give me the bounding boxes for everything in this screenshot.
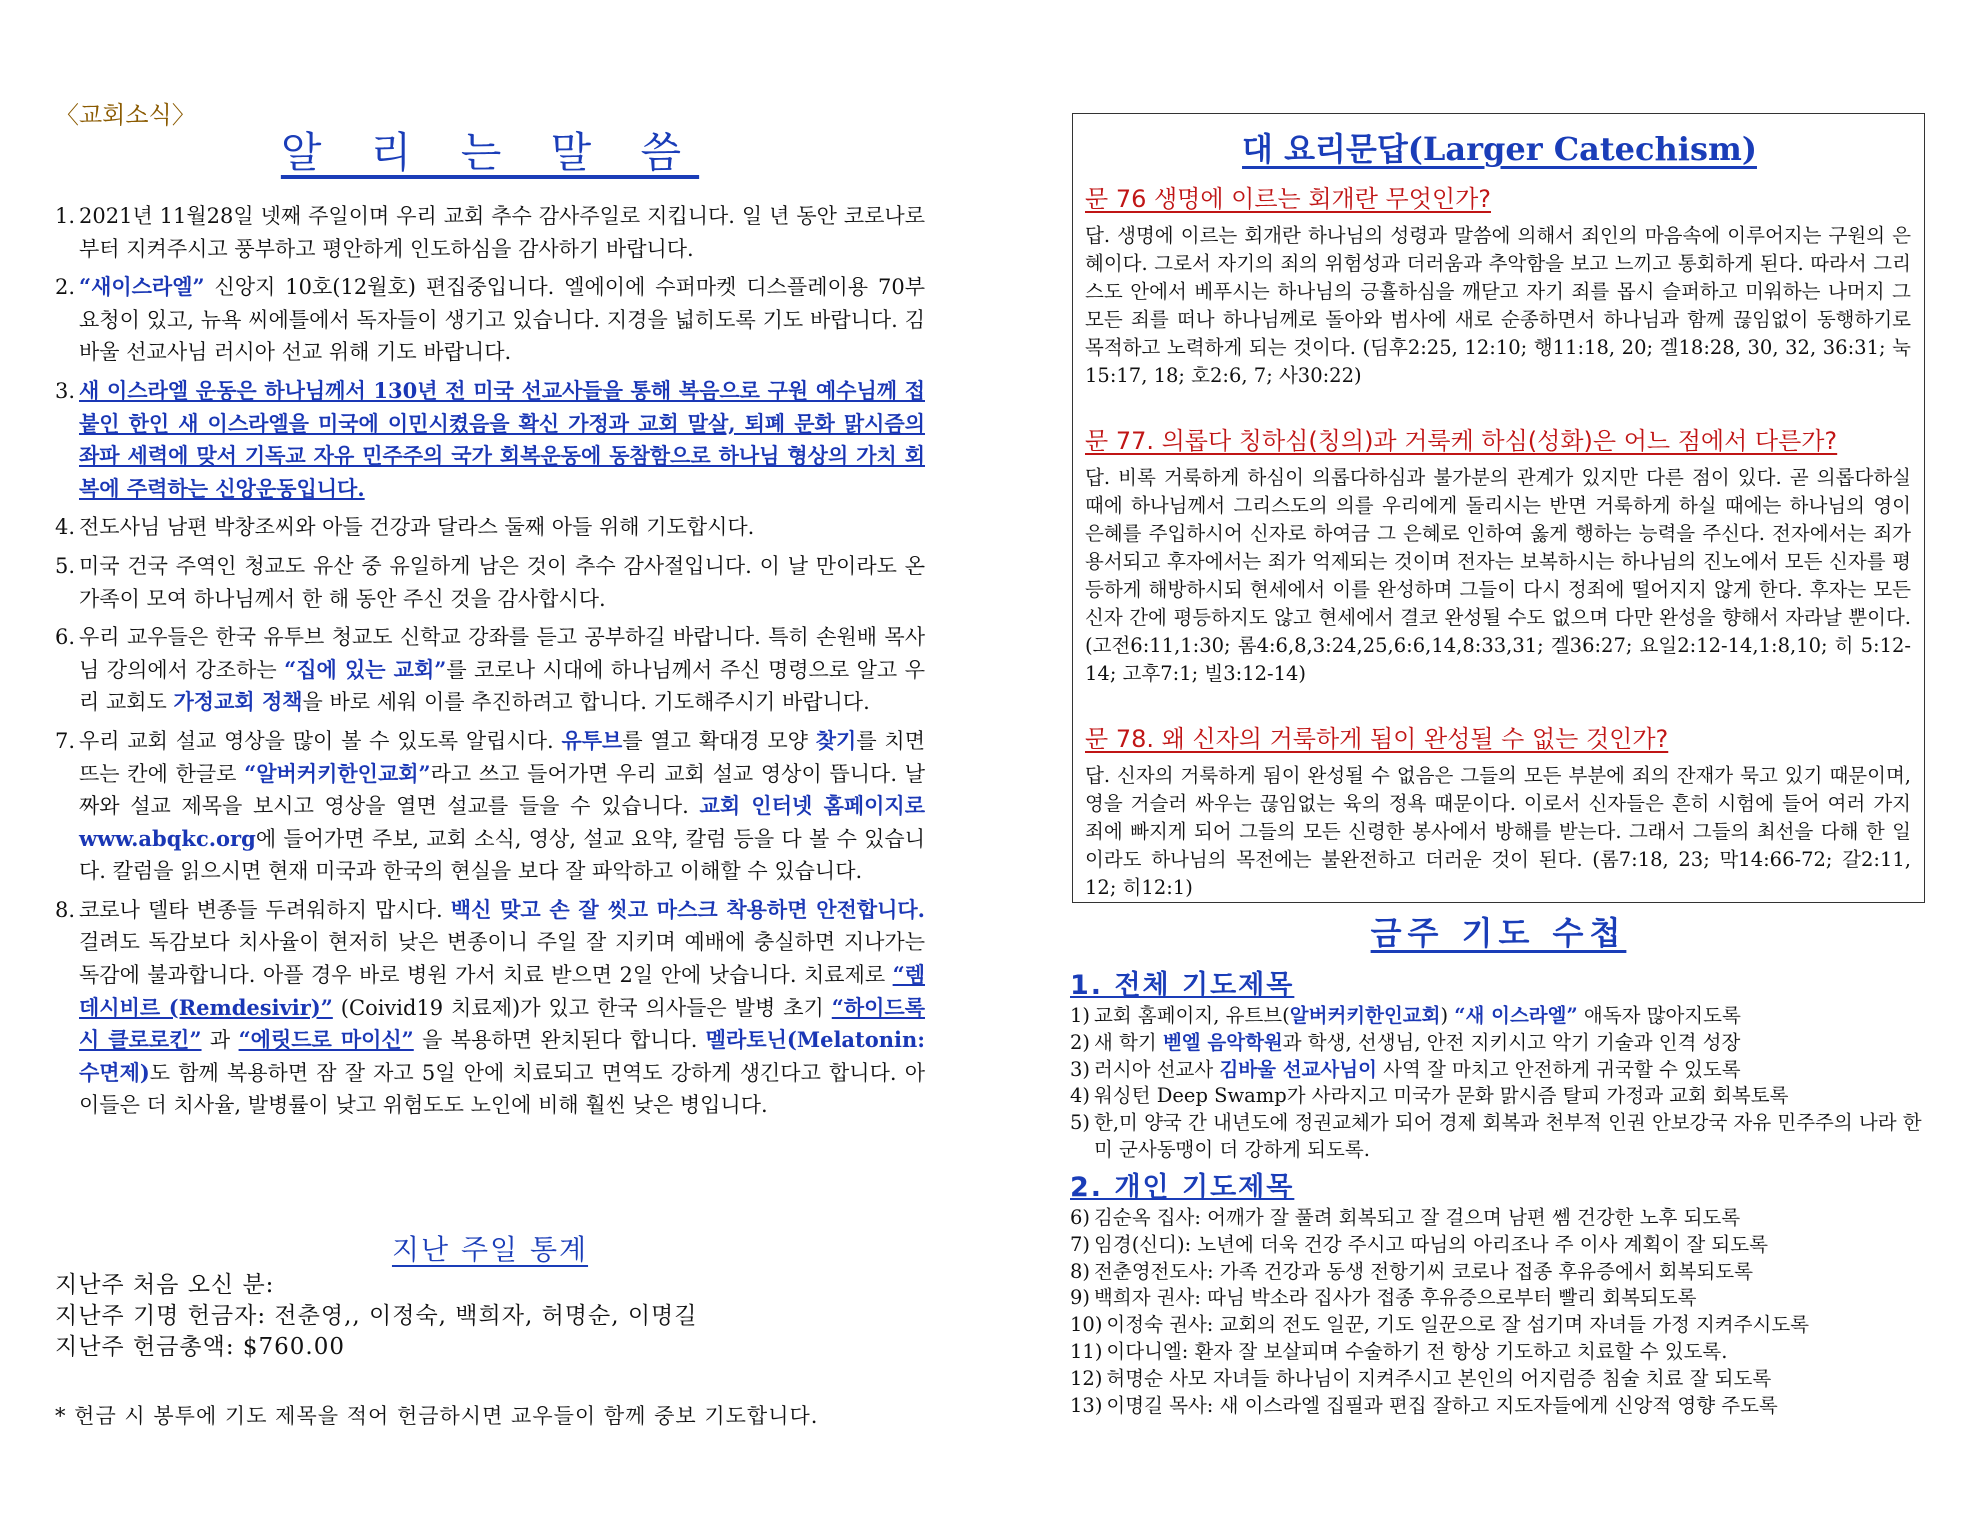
- highlight-text: 유투브: [561, 727, 623, 753]
- notice-number: 4.: [55, 515, 76, 540]
- offering-footnote: * 헌금 시 봉투에 기도 제목을 적어 헌금하시면 교우들이 함께 중보 기도합니다.: [55, 1404, 819, 1428]
- prayer-item: [1070, 1205, 1935, 1232]
- highlight-text: 가정교회 정책: [173, 689, 303, 715]
- notice-text-part: 코로나 델타 변종들 두려워하지 맙시다.: [79, 897, 451, 922]
- highlight-text: 찾기: [815, 727, 857, 753]
- highlight-text: “알버커키한인교회”: [244, 760, 431, 786]
- prayer-text-part: 러시아 선교사: [1094, 1057, 1220, 1081]
- prayer-item: [1070, 1393, 1935, 1420]
- stats-first-visitors: 지난주 처음 오신 분:: [55, 1272, 275, 1298]
- highlight-text: 김바울 선교사님이: [1219, 1057, 1377, 1081]
- highlight-text: “렘데시비르 (Remdesivir)”: [79, 962, 925, 1020]
- catechism-question: 문 76 생명에 이르는 회개란 무엇인가?: [1085, 185, 1491, 213]
- catechism-answer: 답. 비록 거룩하게 하심이 의롭다하심과 불가분의 관계가 있지만 다른 점이 있다. 곧 의롭다하실 때에 하나님께서 그리스도의 의를 우리에게 돌리시는 반면 거룩하게 하실 때에는 하나님의 영이 은혜를 주입하시어 신자로 하여금 그 은혜로 인하여 옳게 행하는 능력을 주신다. 전자에서는 죄가 용서되고 후자에서는 죄가 억제되는 것이며 전자는 보복하시는 하나님의 진노에서 모든 신자를 평등하게 해방하시되 현세에서 이를 완성하며 그들이 다시 정죄에 떨어지지 않게 한다. 후자는 모든 신자 간에 평등하지도 않고 현세에서 결코 완성될 수도 없으며 다만 완성을 향해서 자라날 뿐이다. (고전6:11,1:30; 롬4:6,8,3:24,25,6:6,14,8:33,31; 겔36:27; 요일2:12-14,1:8,10; 히 5:12-14; 고후7:1; 빌3:12-14): [1085, 466, 1911, 685]
- stats-block: [55, 1270, 925, 1363]
- notice-item: [55, 271, 925, 369]
- stats-named-donors: 지난주 기명 헌금자: 전춘영,, 이정숙, 백희자, 허명순, 이명길: [55, 1303, 698, 1329]
- magazine-name: “새이스라엘”: [79, 274, 205, 300]
- prayer-number: 8): [1070, 1259, 1091, 1283]
- notice-text-part: 걸려도 독감보다 치사율이 현저히 낮은 변종이니 주일 잘 지키며 예배에 충실하면 지나가는 독감에 불과합니다. 아플 경우 바로 병원 가서 치료 받으면 2일 안에 낫습니다. 치료제로: [79, 930, 925, 988]
- notice-text-part: 2021년 11월28일 넷째 주일이며 우리 교회 추수 감사주일로 지킵니다. 일 년 동안 코로나로부터 지켜주시고 풍부하고 평안하게 인도하심을 감사하기 바랍니다.: [79, 204, 925, 261]
- prayer-text: [1094, 1057, 1935, 1084]
- prayer-item: [1070, 1232, 1935, 1259]
- prayer-title: 금주 기도 수첩: [1370, 914, 1627, 952]
- prayer-text: 김순옥 집사: 어깨가 잘 풀려 회복되고 잘 걸으며 남편 쎔 건강한 노후 되도록: [1094, 1206, 1741, 1229]
- notice-text: [79, 271, 925, 369]
- prayer-number: 5): [1070, 1111, 1091, 1135]
- prayer-number: 1): [1070, 1004, 1091, 1027]
- highlight-text: 벧엘 음악학원: [1162, 1030, 1283, 1054]
- prayer-item: [1070, 1057, 1935, 1084]
- notice-number: 7.: [55, 728, 76, 753]
- notice-text-part: 도 함께 복용하면 잠 잘 자고 5일 안에 치료되고 면역도 강하게 생긴다고 합니다. 아이들은 더 치사율, 발병률이 낮고 위험도도 노인에 비해 훨씬 낮은 병입니다.: [79, 1060, 925, 1118]
- prayer-number: 13): [1070, 1393, 1103, 1417]
- notice-text: [79, 621, 925, 719]
- highlight-text: “집에 있는 교회”: [284, 656, 447, 682]
- notice-item: [55, 200, 925, 265]
- prayer-text: 전춘영전도사: 가족 건강과 동생 전항기씨 코로나 접종 후유증에서 회복되도록: [1094, 1259, 1753, 1283]
- catechism-answer: 답. 생명에 이르는 회개란 하나님의 성령과 말씀에 의해서 죄인의 마음속에 이루어지는 구원의 은혜이다. 그로서 자기의 죄의 위험성과 더러움과 추악함을 보고 느끼고 통회하게 된다. 따라서 그리스도 안에서 베푸시는 하나님의 긍휼하심을 깨닫고 자기 죄를 몹시 슬퍼하고 미워하는 나머지 그 모든 죄를 떠나 하나님께로 돌아와 범사에 새로 순종하면서 하나님과 함께 끊임없이 동행하기로 목적하고 노력하게 되는 것이다. (딤후2:25, 12:10; 행11:18, 20; 겔18:28, 30, 32, 36:31; 눅15:17, 18; 호2:6, 7; 사30:22): [1085, 224, 1911, 387]
- section-tag: 〈교회소식〉: [55, 101, 196, 129]
- notice-text-part: 우리 교회 설교 영상을 많이 볼 수 있도록 알립시다.: [79, 728, 562, 753]
- prayer-number: 7): [1070, 1232, 1091, 1256]
- notice-number: 5.: [55, 553, 76, 578]
- movement-statement: 새 이스라엘 운동은 하나님께서 130년 전 미국 선교사들을 통해 복음으로 구원 예수님께 접붙인 한인 새 이스라엘을 미국에 이민시켰음을 확신 가정과 교회 말살, 퇴폐 문화 맑시즘의 좌파 세력에 맞서 기독교 자유 민주주의 국가 회복운동에 동참함으로 하나님 형상의 가치 회복에 주력하는 신앙운동입니다.: [79, 377, 925, 501]
- prayer-text-part: 애독자 많아지도록: [1577, 1004, 1741, 1027]
- catechism-answer: 답. 신자의 거룩하게 됨이 완성될 수 없음은 그들의 모든 부분에 죄의 잔재가 묵고 있기 때문이며, 영을 거슬러 싸우는 끊임없는 육의 정욕 때문이다. 이로서 신자들은 흔히 시험에 들어 여러 가지 죄에 빠지게 되어 그들의 모든 신령한 봉사에서 방해를 받는다. 그래서 그들의 최선을 다해 한 일이라도 하나님의 목전에는 불완전하고 더러운 것이 된다. (롬7:18, 23; 막14:66-72; 갈2:11, 12; 히12:1): [1085, 764, 1911, 899]
- highlight-text: 알버커키한인교회: [1289, 1004, 1441, 1027]
- prayer-item: [1070, 1366, 1935, 1393]
- notice-item: [55, 550, 925, 615]
- notice-text: [79, 894, 925, 1122]
- stats-title: 지난 주일 통계: [391, 1233, 589, 1266]
- notice-text-part: (Coivid19 치료제)가 있고 한국 의사들은 발병 초기: [332, 995, 832, 1020]
- prayer-item: [1070, 1339, 1935, 1366]
- prayer-text: 백희자 권사: 따님 박소라 집사가 접종 후유증으로부터 빨리 회복되도록: [1094, 1286, 1697, 1310]
- prayer-item: [1070, 1003, 1935, 1030]
- prayer-item: [1070, 1285, 1935, 1312]
- prayer-text: 이명길 목사: 새 이스라엘 집필과 편집 잘하고 지도자들에게 신앙적 영향 주도록: [1106, 1393, 1778, 1417]
- prayer-text: 임경(신디): 노년에 더욱 건강 주시고 따님의 아리조나 주 이사 계획이 잘 되도록: [1094, 1232, 1768, 1256]
- highlight-text: “새 이스라엘”: [1454, 1004, 1578, 1027]
- prayer-text: [1094, 1003, 1935, 1030]
- prayer-text: 이정숙 권사: 교회의 전도 일꾼, 기도 일꾼으로 잘 섬기며 자녀들 가정 지켜주시도록: [1106, 1313, 1809, 1337]
- prayer-text-part: 과 학생, 선생님, 안전 지키시고 악기 기술과 인격 성장: [1282, 1030, 1741, 1054]
- prayer-text-part: 워싱턴 Deep Swamp가 사라지고 미국가 문화 맑시즘 탈피 가정과 교회 회복토록: [1094, 1084, 1789, 1108]
- highlight-text: “하이드록시 클로로킨”: [79, 994, 925, 1053]
- notice-item: [55, 725, 925, 888]
- notice-text: [79, 725, 925, 888]
- notice-text-part: 신앙지 10호(12월호) 편집중입니다. 엘에이에 수퍼마켓 디스플레이용 70부 요청이 있고, 뉴욕 씨에틀에서 독자들이 생기고 있습니다. 지경을 넓히도록 기도 바랍니다. 김바울 선교사님 러시아 선교 위해 기도 바랍니다.: [79, 275, 925, 365]
- prayer-item: [1070, 1110, 1935, 1164]
- prayer-text: 이다니엘: 환자 잘 보살피며 수술하기 전 항상 기도하고 치료할 수 있도록.: [1106, 1339, 1728, 1363]
- notice-text-part: 을 바로 세워 이를 추진하려고 합니다. 기도해주시기 바랍니다.: [302, 690, 870, 715]
- prayer-item: [1070, 1312, 1935, 1339]
- prayer-number: 6): [1070, 1206, 1091, 1229]
- prayer-number: 3): [1070, 1057, 1091, 1081]
- prayer-text-part: 한,미 양국 간 내년도에 정권교체가 되어 경제 회복과 천부적 인권 안보강국 자유 민주주의 나라 한미 군사동맹이 더 강하게 되도록.: [1094, 1111, 1922, 1161]
- notice-text-part: 를 치면 뜨는 칸에 한글로: [79, 728, 925, 786]
- group1-title: 1. 전체 기도제목: [1070, 970, 1295, 1001]
- highlight-text: “에릿드로 마이신”: [238, 1027, 414, 1053]
- catechism-box: [1072, 113, 1925, 903]
- notice-text: [79, 200, 925, 265]
- prayer-item: [1070, 1030, 1935, 1057]
- catechism-question: 문 77. 의롭다 칭하심(칭의)과 거룩케 하심(성화)은 어느 점에서 다른가?: [1085, 427, 1838, 455]
- prayer-text: [1094, 1083, 1935, 1110]
- catechism-qa: [1085, 421, 1911, 688]
- notice-item: [55, 375, 925, 505]
- stats-offering-total: 지난주 헌금총액: $760.00: [55, 1334, 346, 1360]
- notice-text-part: 과: [201, 1028, 239, 1053]
- notice-text-part: 를 열고 확대경 모양: [622, 728, 816, 753]
- prayer-number: 10): [1070, 1313, 1103, 1337]
- highlight-text: 백신 맞고 손 잘 씻고 마스크 착용하면 안전합니다.: [450, 896, 925, 922]
- notice-number: 2.: [55, 275, 76, 300]
- notice-number: 3.: [55, 378, 76, 403]
- notice-text-part: 전도사님 남편 박창조씨와 아들 건강과 달라스 둘째 아들 위해 기도합시다.: [79, 515, 755, 540]
- group2-list: [1070, 1205, 1935, 1419]
- notice-text-part: 미국 건국 주역인 청교도 유산 중 유일하게 남은 것이 추수 감사절입니다. 이 날 만이라도 온 가족이 모여 하나님께서 한 해 동안 주신 것을 감사합시다.: [79, 553, 925, 611]
- catechism-qa: [1085, 179, 1911, 390]
- prayer-text: [1094, 1110, 1935, 1164]
- notice-text-part: 을 복용하면 완치된다 합니다.: [413, 1028, 706, 1053]
- notice-item: [55, 511, 925, 544]
- notice-text: [79, 511, 925, 544]
- notice-text: [79, 375, 925, 505]
- highlight-text: 멜라토닌(Melatonin:수면제): [79, 1027, 926, 1085]
- notice-text-part: 우리 교우들은 한국 유투브 청교도 신학교 강좌를 듣고 공부하길 바랍니다. 특히 손원배 목사님 강의에서 강조하는: [79, 625, 925, 682]
- group1-list: [1070, 1003, 1935, 1164]
- prayer-text: 허명순 사모 자녀들 하나님이 지켜주시고 본인의 어지럼증 침술 치료 잘 되도록: [1106, 1366, 1772, 1390]
- notice-number: 6.: [55, 625, 76, 650]
- catechism-question: 문 78. 왜 신자의 거룩하게 됨이 완성될 수 없는 것인가?: [1085, 725, 1669, 753]
- notice-text-part: 라고 쓰고 들어가면 우리 교회 설교 영상이 뜹니다. 날짜와 설교 제목을 보시고 영상을 열면 설교를 들을 수 있습니다.: [79, 761, 925, 819]
- group2-title: 2. 개인 기도제목: [1070, 1172, 1295, 1203]
- notice-item: [55, 894, 925, 1122]
- notice-text: [79, 550, 925, 615]
- catechism-qa: [1085, 719, 1911, 902]
- notice-number: 1.: [55, 204, 76, 228]
- notice-text-part: 를 코로나 시대에 하나님께서 주신 명령으로 알고 우리 교회도: [79, 657, 925, 715]
- catechism-title: 대 요리문답(Larger Catechism): [1242, 130, 1757, 168]
- prayer-text-part: 사역 잘 마치고 안전하게 귀국할 수 있도록: [1376, 1057, 1741, 1081]
- notice-text-part: 에 들어가면 주보, 교회 소식, 영상, 설교 요약, 칼럼 등을 다 볼 수 있습니다. 칼럼을 읽으시면 현재 미국과 한국의 현실을 보다 잘 파악하고 이해할 수 있습니다.: [79, 826, 925, 884]
- prayer-number: 2): [1070, 1030, 1091, 1054]
- announcements-title: 알 리 는 말 씀: [280, 128, 700, 177]
- notice-number: 8.: [55, 897, 76, 922]
- website-link[interactable]: 교회 인터넷 홈페이지로 www.abqkc.org: [79, 793, 926, 851]
- prayer-text-part: 교회 홈페이지, 유트브(: [1094, 1004, 1290, 1027]
- prayer-item: [1070, 1259, 1935, 1286]
- prayer-text-part: ): [1440, 1004, 1455, 1027]
- prayer-number: 12): [1070, 1366, 1103, 1390]
- prayer-item: [1070, 1083, 1935, 1110]
- prayer-text: [1094, 1030, 1935, 1057]
- notice-list: [55, 200, 925, 1128]
- notice-item: [55, 621, 925, 719]
- prayer-number: 9): [1070, 1286, 1091, 1310]
- prayer-text-part: 새 학기: [1094, 1030, 1163, 1054]
- prayer-number: 11): [1070, 1339, 1103, 1363]
- prayer-number: 4): [1070, 1084, 1091, 1108]
